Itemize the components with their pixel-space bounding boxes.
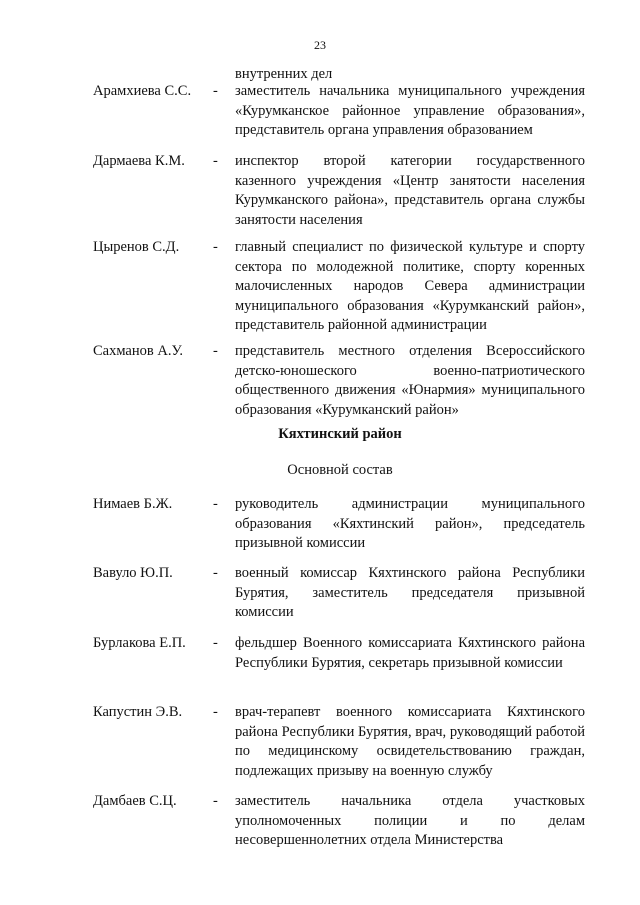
continuation-text: внутренних дел xyxy=(235,66,333,82)
section-title: Кяхтинский район xyxy=(278,426,402,442)
member-dash: - xyxy=(213,565,218,581)
page-number: 23 xyxy=(314,38,326,52)
member-entry xyxy=(93,152,585,230)
member-entry xyxy=(93,82,585,141)
member-name: Бурлакова Е.П. xyxy=(93,635,186,651)
member-description: военный комиссар Кяхтинского района Республики Бурятия, заместитель председателя призывной комиссии xyxy=(235,565,585,621)
section-subtitle: Основной состав xyxy=(287,462,393,478)
member-name: Дамбаев С.Ц. xyxy=(93,793,177,809)
member-description: заместитель начальника муниципального учреждения «Курумканское районное управление образования», представитель органа управления образованием xyxy=(235,83,585,139)
member-entry xyxy=(93,703,585,781)
member-dash: - xyxy=(213,793,218,809)
member-description: представитель местного отделения Всероссийского детско-юношеского военно-патриотического общественного движения «Юнармия» муниципального образования «Курумканский район» xyxy=(235,343,585,418)
member-entry xyxy=(93,792,585,851)
member-dash: - xyxy=(213,239,218,255)
member-entry xyxy=(93,495,585,554)
member-dash: - xyxy=(213,83,218,99)
member-name: Цыренов С.Д. xyxy=(93,239,180,255)
member-name: Сахманов А.У. xyxy=(93,343,183,359)
member-entry xyxy=(93,342,585,420)
member-entry xyxy=(93,238,585,336)
member-dash: - xyxy=(213,635,218,651)
member-dash: - xyxy=(213,153,218,169)
member-description: фельдшер Военного комиссариата Кяхтинского района Республики Бурятия, секретарь призывной комиссии xyxy=(235,635,585,671)
member-entry xyxy=(93,564,585,623)
member-name: Арамхиева С.С. xyxy=(93,83,192,99)
member-name: Капустин Э.В. xyxy=(93,704,183,720)
member-description: врач-терапевт военного комиссариата Кяхтинского района Республики Бурятия, врач, руководящий работой по медицинскому освидетельствованию граждан, подлежащих призыву на военную службу xyxy=(235,704,585,779)
member-dash: - xyxy=(213,343,218,359)
member-description: инспектор второй категории государственного казенного учреждения «Центр занятости населения Курумканского района», представитель органа службы занятости населения xyxy=(235,153,585,228)
member-name: Нимаев Б.Ж. xyxy=(93,496,173,512)
member-description: руководитель администрации муниципального образования «Кяхтинский район», председатель призывной комиссии xyxy=(235,496,585,552)
member-entry xyxy=(93,634,585,673)
member-description: главный специалист по физической культуре и спорту сектора по молодежной политике, спорту коренных малочисленных народов Севера администрации муниципального образования «Курумканский район», представитель районной администрации xyxy=(235,239,585,334)
member-dash: - xyxy=(213,704,218,720)
member-name: Дармаева К.М. xyxy=(93,153,185,169)
member-name: Вавуло Ю.П. xyxy=(93,565,173,581)
member-description: заместитель начальника отдела участковых уполномоченных полиции и по делам несовершеннолетних отдела Министерства xyxy=(235,793,585,849)
member-dash: - xyxy=(213,496,218,512)
